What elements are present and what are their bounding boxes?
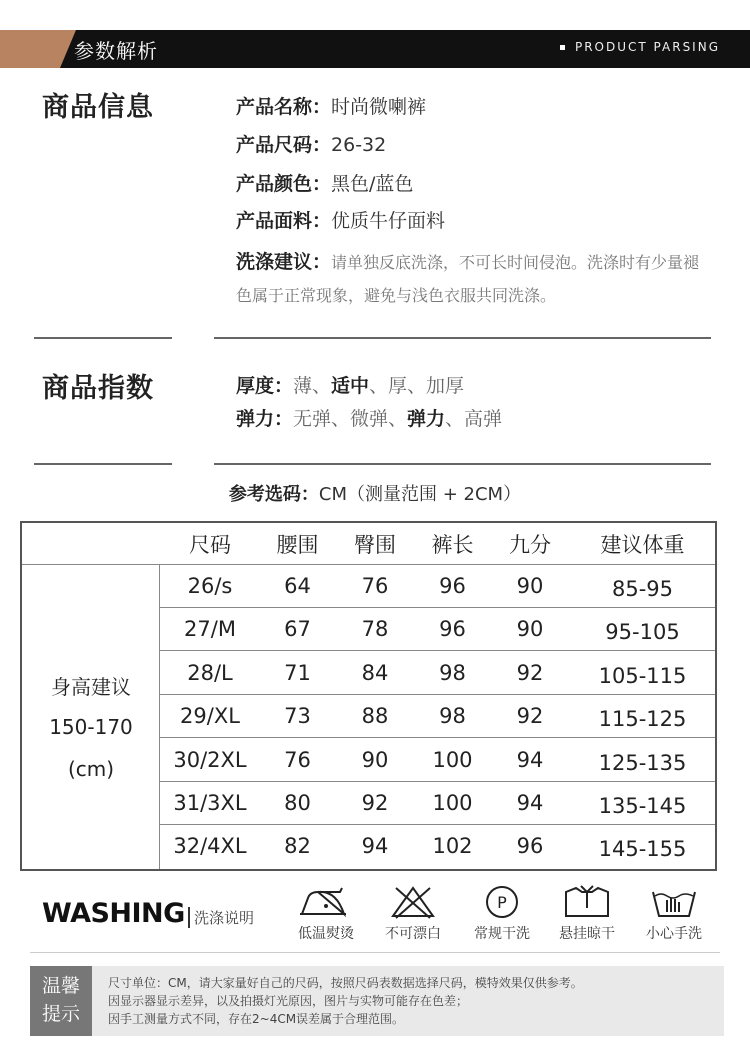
icon-label: 不可漂白 bbox=[385, 926, 441, 942]
table-cell: 32/4XL bbox=[173, 834, 247, 859]
table-cell: 90 bbox=[516, 617, 544, 642]
table-cell: 94 bbox=[516, 791, 544, 815]
info-key: 产品颜色： bbox=[236, 173, 332, 195]
elasticity-option: 无弹、微弹、 bbox=[293, 408, 408, 430]
table-row bbox=[160, 782, 715, 825]
info-key: 产品尺码： bbox=[236, 134, 332, 156]
table-cell: 100 bbox=[432, 791, 473, 815]
size-reference-value: CM（测量范围 + 2CM） bbox=[318, 484, 522, 505]
table-cell: 94 bbox=[361, 834, 389, 859]
tips-text bbox=[108, 974, 583, 1028]
tips-label-text: 温馨提示 bbox=[41, 975, 80, 1025]
table-cell: 84 bbox=[361, 660, 389, 685]
elasticity-option: 、高弹 bbox=[445, 408, 503, 430]
header-subtitle: PRODUCT PARSING bbox=[560, 40, 720, 54]
table-cell: 90 bbox=[516, 574, 544, 598]
table-cell: 67 bbox=[284, 617, 311, 642]
divider bbox=[34, 337, 172, 339]
table-cell: 82 bbox=[284, 834, 311, 859]
elasticity-selected: 弹力 bbox=[407, 408, 446, 430]
dry-clean-icon bbox=[480, 884, 524, 920]
no-bleach-icon-group bbox=[373, 884, 453, 943]
table-cell: 92 bbox=[516, 660, 544, 685]
size-reference-key: 参考选码： bbox=[228, 484, 319, 505]
washing-title: WASHING bbox=[42, 898, 185, 929]
thickness-option: 薄、 bbox=[293, 375, 332, 397]
table-row bbox=[160, 695, 715, 738]
hang-dry-icon-group bbox=[547, 884, 627, 943]
table-cell: 71 bbox=[284, 660, 311, 685]
table-cell: 145-155 bbox=[598, 837, 687, 862]
table-header-row bbox=[22, 523, 715, 565]
size-table bbox=[20, 521, 717, 871]
thickness-selected: 适中 bbox=[331, 375, 370, 397]
thickness-row bbox=[236, 371, 464, 398]
hand-wash-icon bbox=[649, 884, 699, 920]
table-cell: 95-105 bbox=[605, 620, 680, 645]
hand-wash-icon-group bbox=[634, 884, 714, 943]
table-cell: 76 bbox=[361, 574, 389, 598]
info-key: 产品面料： bbox=[236, 210, 332, 232]
table-cell: 125-135 bbox=[598, 750, 687, 775]
thickness-option: 、厚、加厚 bbox=[369, 375, 465, 397]
table-header-cell: 裤长 bbox=[431, 533, 474, 557]
height-label: 身高建议 bbox=[51, 675, 131, 699]
table-cell: 92 bbox=[516, 704, 544, 729]
table-row bbox=[160, 608, 715, 651]
elasticity-row bbox=[236, 404, 502, 431]
info-value: 黑色/蓝色 bbox=[331, 173, 414, 195]
table-cell: 96 bbox=[439, 617, 466, 642]
height-range: 150-170 bbox=[49, 715, 133, 739]
divider bbox=[30, 952, 720, 953]
table-cell: 96 bbox=[439, 574, 466, 598]
elasticity-key: 弹力： bbox=[236, 408, 294, 430]
no-bleach-icon bbox=[388, 884, 438, 920]
tips-label bbox=[30, 966, 92, 1036]
table-cell: 28/L bbox=[187, 660, 233, 685]
product-info-heading: 商品信息 bbox=[42, 92, 154, 123]
table-header-cell: 尺码 bbox=[189, 533, 231, 557]
iron-icon-group bbox=[286, 884, 366, 943]
table-cell: 98 bbox=[439, 660, 466, 685]
table-cell: 92 bbox=[361, 791, 389, 815]
header-title: 参数解析 bbox=[74, 39, 158, 63]
table-row bbox=[160, 565, 715, 608]
height-suggestion bbox=[22, 565, 160, 869]
header-band bbox=[0, 30, 750, 68]
icon-label: 常规干洗 bbox=[474, 926, 530, 942]
table-cell: 88 bbox=[361, 704, 389, 729]
table-header-cell: 腰围 bbox=[276, 533, 319, 557]
tips-line: 尺寸单位：CM，请大家量好自己的尺码，按照尺码表数据选择尺码，模特效果仅供参考。 bbox=[108, 976, 583, 990]
table-cell: 30/2XL bbox=[173, 747, 247, 772]
table-cell: 73 bbox=[284, 704, 311, 729]
dry-clean-icon-group bbox=[462, 884, 542, 943]
svg-text:P: P bbox=[497, 893, 507, 912]
table-cell: 98 bbox=[439, 704, 466, 729]
table-header-cell: 建议体重 bbox=[600, 533, 685, 557]
table-cell: 115-125 bbox=[598, 707, 687, 732]
iron-icon bbox=[296, 884, 356, 920]
info-row-name bbox=[236, 92, 426, 119]
icon-label: 小心手洗 bbox=[646, 926, 702, 942]
thickness-key: 厚度： bbox=[236, 375, 294, 397]
tips-line: 因显示器显示差异，以及拍摄灯光原因，图片与实物可能存在色差； bbox=[108, 994, 469, 1008]
table-header-cell: 臀围 bbox=[354, 533, 396, 557]
icon-label: 低温熨烫 bbox=[298, 926, 354, 942]
divider bbox=[34, 463, 172, 465]
info-value: 26-32 bbox=[331, 134, 387, 156]
info-value: 时尚微喇裤 bbox=[331, 96, 427, 118]
table-row bbox=[160, 652, 715, 695]
divider bbox=[214, 337, 711, 339]
info-row-color bbox=[236, 169, 413, 196]
divider bbox=[214, 463, 711, 465]
table-cell: 64 bbox=[284, 574, 311, 598]
info-key: 产品名称： bbox=[236, 96, 332, 118]
icon-label: 悬挂晾干 bbox=[559, 926, 615, 942]
table-row bbox=[160, 825, 715, 868]
table-cell: 26/s bbox=[187, 574, 233, 598]
tips-line: 因手工测量方式不同，存在2~4CM误差属于合理范围。 bbox=[108, 1012, 405, 1026]
washing-subtitle: 洗涤说明 bbox=[188, 907, 254, 928]
table-cell: 85-95 bbox=[611, 577, 674, 601]
table-row bbox=[160, 739, 715, 782]
table-cell: 102 bbox=[432, 834, 473, 859]
hang-dry-icon bbox=[562, 884, 612, 920]
table-cell: 27/M bbox=[184, 617, 236, 642]
info-row-fabric bbox=[236, 206, 445, 233]
product-index-heading: 商品指数 bbox=[42, 373, 154, 404]
table-cell: 76 bbox=[284, 747, 311, 772]
wash-advice bbox=[236, 246, 706, 312]
table-cell: 29/XL bbox=[180, 704, 240, 729]
table-cell: 90 bbox=[361, 747, 389, 772]
table-cell: 80 bbox=[284, 791, 311, 815]
wash-advice-value: 请单独反底洗涤，不可长时间侵泡。洗涤时有少量褪色属于正常现象，避免与浅色衣服共同洗涤。 bbox=[236, 253, 700, 305]
header-accent bbox=[0, 30, 60, 68]
wash-advice-key: 洗涤建议： bbox=[236, 251, 332, 273]
info-value: 优质牛仔面料 bbox=[331, 210, 446, 232]
table-cell: 105-115 bbox=[598, 663, 687, 688]
height-unit: (cm) bbox=[67, 757, 115, 781]
info-row-size bbox=[236, 130, 386, 157]
table-cell: 94 bbox=[516, 747, 544, 772]
size-reference bbox=[0, 480, 750, 506]
tips-box bbox=[30, 966, 724, 1036]
table-cell: 31/3XL bbox=[173, 791, 247, 815]
table-header-cell: 九分 bbox=[509, 533, 551, 557]
table-cell: 100 bbox=[432, 747, 473, 772]
table-cell: 78 bbox=[361, 617, 389, 642]
table-cell: 135-145 bbox=[598, 794, 687, 818]
table-cell: 96 bbox=[516, 834, 544, 859]
